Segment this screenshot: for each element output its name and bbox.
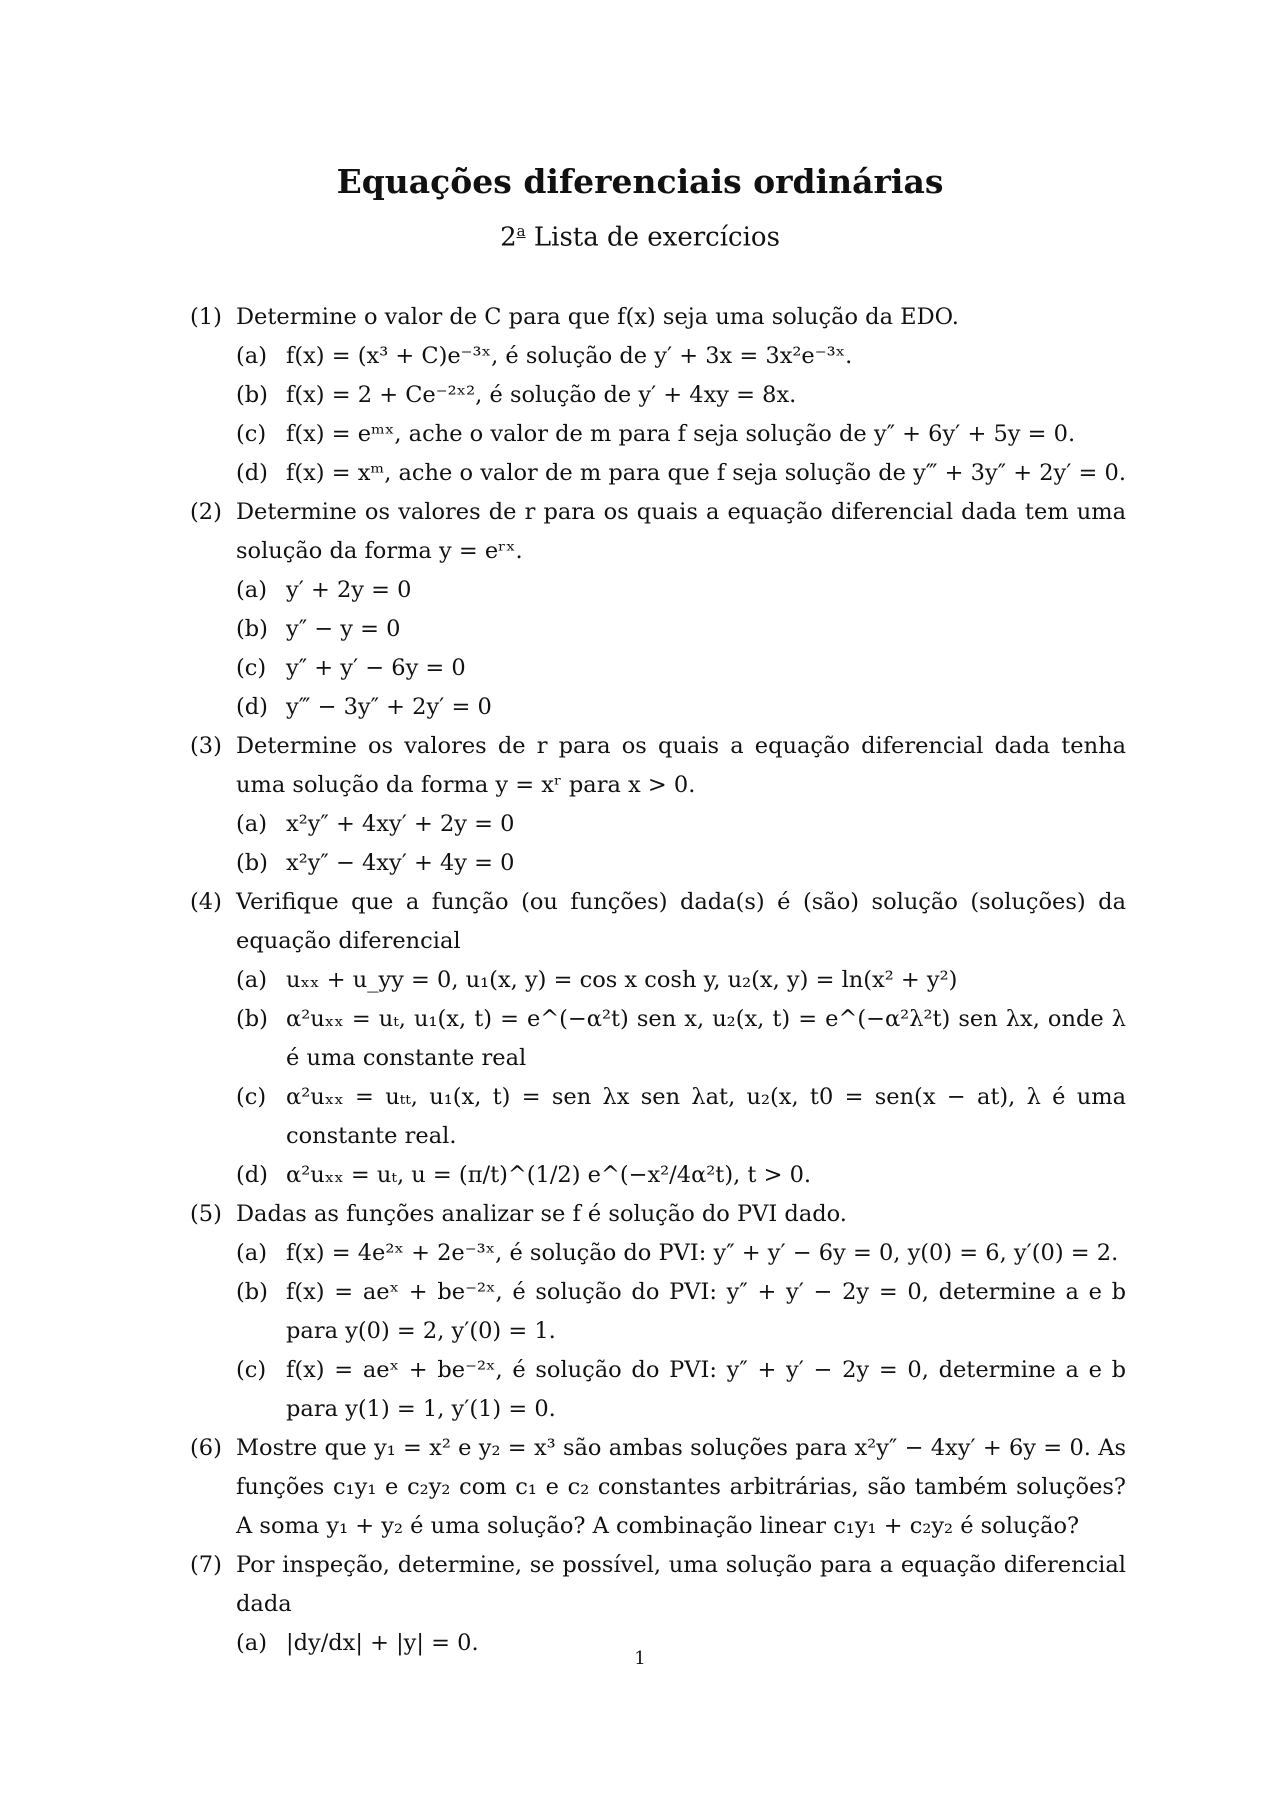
exercise-item <box>236 610 1126 649</box>
exercise-number: (7) <box>190 1552 222 1578</box>
subtitle-ordinal: a <box>516 222 526 240</box>
exercise-number: (1) <box>190 304 222 330</box>
exercise-item <box>236 1273 1126 1351</box>
exercise-item <box>236 454 1126 493</box>
exercise-item <box>236 1078 1126 1156</box>
item-text: y″ + y′ − 6y = 0 <box>286 655 466 681</box>
exercise-1 <box>190 298 1126 493</box>
item-label: (a) <box>236 811 267 837</box>
exercise-item <box>236 1000 1126 1078</box>
exercise-number: (3) <box>190 733 222 759</box>
exercise-item <box>236 649 1126 688</box>
item-label: (b) <box>236 382 268 408</box>
item-label: (d) <box>236 694 268 720</box>
item-text: y″ − y = 0 <box>286 616 401 642</box>
item-text: x²y″ + 4xy′ + 2y = 0 <box>286 811 515 837</box>
exercise-number: (6) <box>190 1435 222 1461</box>
exercise-item <box>236 376 1126 415</box>
exercise-6 <box>190 1429 1126 1546</box>
item-label: (b) <box>236 850 268 876</box>
item-text: y′ + 2y = 0 <box>286 577 412 603</box>
item-label: (a) <box>236 577 267 603</box>
item-text: y‴ − 3y″ + 2y′ = 0 <box>286 694 492 720</box>
item-label: (d) <box>236 1162 268 1188</box>
exercise-item <box>236 1351 1126 1429</box>
item-label: (a) <box>236 1630 267 1656</box>
exercise-statement: Por inspeção, determine, se possível, uma solução para a equação diferencial dada <box>236 1552 1126 1617</box>
item-label: (a) <box>236 967 267 993</box>
exercise-3 <box>190 727 1126 883</box>
exercise-items <box>236 337 1126 493</box>
exercise-items <box>236 571 1126 727</box>
item-text: α²uₓₓ = uₜ, u = (π/t)^(1/2) e^(−x²/4α²t), t > 0. <box>286 1162 812 1188</box>
item-text: f(x) = (x³ + C)e⁻³ˣ, é solução de y′ + 3x = 3x²e⁻³ˣ. <box>286 343 853 369</box>
item-label: (c) <box>236 655 267 681</box>
item-label: (d) <box>236 460 268 486</box>
item-text: α²uₓₓ = uₜ, u₁(x, t) = e^(−α²t) sen x, u₂(x, t) = e^(−α²λ²t) sen λx, onde λ é uma constante real <box>286 1006 1126 1071</box>
exercise-statement: Determine os valores de r para os quais a equação diferencial dada tenha uma solução da forma y = xʳ para x > 0. <box>236 733 1126 798</box>
page-title: Equações diferenciais ordinárias <box>336 162 944 201</box>
exercise-statement: Verifique que a função (ou funções) dada(s) é (são) solução (soluções) da equação diferencial <box>236 889 1126 954</box>
exercise-number: (2) <box>190 499 222 525</box>
subtitle-number: 2 <box>500 222 517 253</box>
item-label: (b) <box>236 1279 268 1305</box>
item-label: (c) <box>236 1084 267 1110</box>
item-text: |dy/dx| + |y| = 0. <box>286 1630 479 1656</box>
item-label: (c) <box>236 421 267 447</box>
exercise-7 <box>190 1546 1126 1663</box>
exercise-item <box>236 961 1126 1000</box>
page-number: 1 <box>634 1648 646 1669</box>
exercise-items <box>236 1234 1126 1429</box>
exercise-statement: Dadas as funções analizar se f é solução do PVI dado. <box>236 1201 847 1227</box>
item-text: α²uₓₓ = uₜₜ, u₁(x, t) = sen λx sen λat, u₂(x, t0 = sen(x − at), λ é uma constante real. <box>286 1084 1126 1149</box>
exercise-number: (4) <box>190 889 222 915</box>
item-text: f(x) = aeˣ + be⁻²ˣ, é solução do PVI: y″ + y′ − 2y = 0, determine a e b para y(1) = 1, y′(1) = 0. <box>286 1357 1126 1422</box>
exercise-statement: Determine os valores de r para os quais a equação diferencial dada tem uma solução da forma y = eʳˣ. <box>236 499 1126 564</box>
item-text: f(x) = 4e²ˣ + 2e⁻³ˣ, é solução do PVI: y″ + y′ − 6y = 0, y(0) = 6, y′(0) = 2. <box>286 1240 1119 1266</box>
exercise-4 <box>190 883 1126 1195</box>
exercise-number: (5) <box>190 1201 222 1227</box>
subtitle-text: Lista de exercícios <box>525 222 780 253</box>
item-label: (a) <box>236 343 267 369</box>
item-text: uₓₓ + u_yy = 0, u₁(x, y) = cos x cosh y, u₂(x, y) = ln(x² + y²) <box>286 967 958 993</box>
exercise-item <box>236 571 1126 610</box>
exercise-item <box>236 337 1126 376</box>
item-text: x²y″ − 4xy′ + 4y = 0 <box>286 850 515 876</box>
exercise-items <box>236 961 1126 1195</box>
exercise-item <box>236 1156 1126 1195</box>
item-text: f(x) = 2 + Ce⁻²ˣ², é solução de y′ + 4xy = 8x. <box>286 382 797 408</box>
exercise-5 <box>190 1195 1126 1429</box>
exercise-items <box>236 805 1126 883</box>
exercise-list <box>190 298 1126 1663</box>
item-label: (a) <box>236 1240 267 1266</box>
exercise-2 <box>190 493 1126 727</box>
item-label: (b) <box>236 1006 268 1032</box>
exercise-statement: Determine o valor de C para que f(x) seja uma solução da EDO. <box>236 304 959 330</box>
item-text: f(x) = xᵐ, ache o valor de m para que f seja solução de y‴ + 3y″ + 2y′ = 0. <box>286 460 1126 486</box>
exercise-item <box>236 1234 1126 1273</box>
exercise-item <box>236 844 1126 883</box>
item-text: f(x) = eᵐˣ, ache o valor de m para f seja solução de y″ + 6y′ + 5y = 0. <box>286 421 1076 447</box>
exercise-item <box>236 415 1126 454</box>
item-label: (b) <box>236 616 268 642</box>
page-subtitle <box>0 222 1280 253</box>
exercise-item <box>236 805 1126 844</box>
item-text: f(x) = aeˣ + be⁻²ˣ, é solução do PVI: y″ + y′ − 2y = 0, determine a e b para y(0) = 2, y′(0) = 1. <box>286 1279 1126 1344</box>
exercise-item <box>236 688 1126 727</box>
exercise-statement: Mostre que y₁ = x² e y₂ = x³ são ambas soluções para x²y″ − 4xy′ + 6y = 0. As funções c₁y₁ e c₂y₂ com c₁ e c₂ constantes arbitrárias, são também soluções? A soma y₁ + y₂ é uma solução? A combinação linear c₁y₁ + c₂y₂ é solução? <box>236 1435 1126 1539</box>
item-label: (c) <box>236 1357 267 1383</box>
